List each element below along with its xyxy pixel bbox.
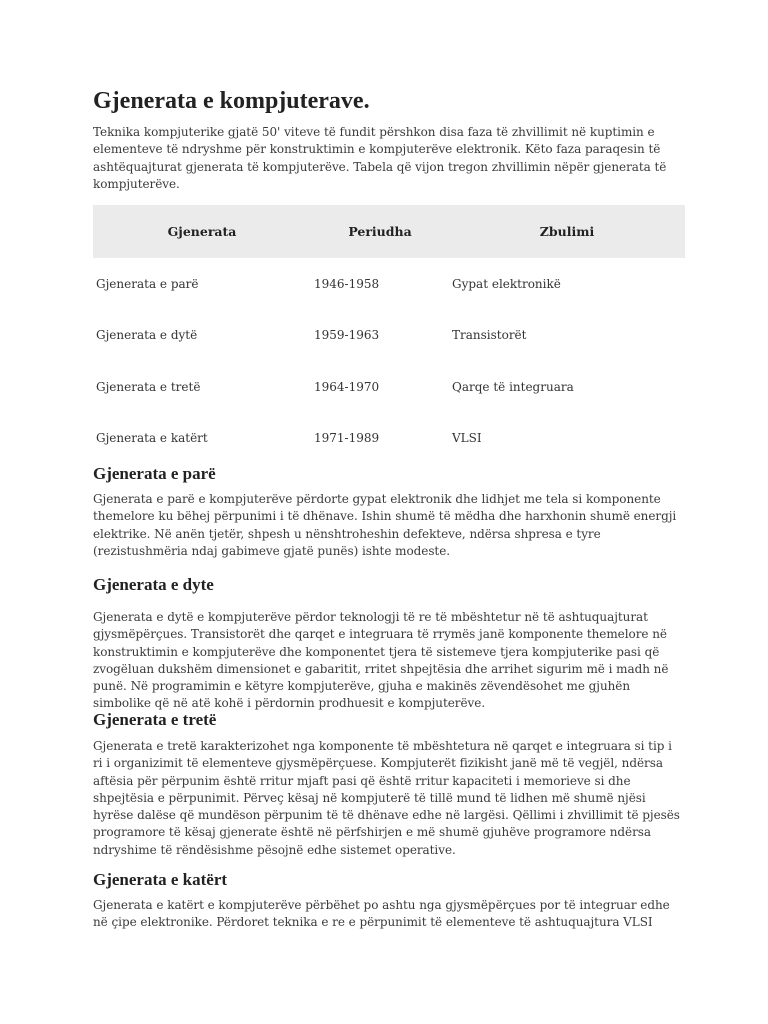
section-text-fourth-generation: Gjenerata e katërt e kompjuterëve përbëhet po ashtu nga gjysmëpërçues por të integruar edhe në çipe elektronike. Përdoret teknika e re e përpunimit të elementeve të ashtuquajtura VLSI — [93, 898, 670, 930]
table-cell-period: 1964-1970 — [314, 379, 380, 394]
table-header-row — [93, 205, 685, 258]
table-cell-discovery: Qarqe të integruara — [452, 379, 574, 394]
header-period: Periudha — [348, 224, 412, 239]
table-row — [93, 413, 685, 465]
table-row — [93, 258, 685, 310]
section-heading-third-generation: Gjenerata e tretë — [93, 710, 217, 729]
table-row — [93, 361, 685, 413]
table-cell-generation: Gjenerata e parë — [96, 276, 199, 291]
section-text-third-generation: Gjenerata e tretë karakterizohet nga komponente të mbështetura në qarqet e integruara si tip i ri i organizimit të elementeve gjysmëpërçuese. Kompjuterët fizikisht janë më të vegjël, ndërsa aftësia për përpunim është rritur mjaft pasi që është rritur kapaciteti i memorieve si dhe shpejtësia e përpunimit. Përveç kësaj në kompjuterë të tillë mund të lidhen më shumë njësi hyrëse dalëse që mundëson përpunim të të dhënave edhe në largësi. Qëllimi i zhvillimit të pjesës programore të kësaj gjenerate është në përfshirjen e më shumë gjuhëve programore ndërsa ndryshime të rëndësishme pësojnë edhe sistemet operative. — [93, 739, 680, 857]
table-cell-discovery: VLSI — [452, 431, 482, 446]
table-cell-period: 1971-1989 — [314, 431, 380, 446]
table-cell-discovery: Transistorët — [452, 328, 527, 343]
table-cell-generation: Gjenerata e dytë — [96, 328, 198, 343]
header-generation: Gjenerata — [167, 224, 237, 239]
section-heading-fourth-generation: Gjenerata e katërt — [93, 870, 228, 889]
header-discovery: Zbulimi — [539, 224, 595, 239]
table-cell-period: 1959-1963 — [314, 328, 380, 343]
table-cell-generation: Gjenerata e katërt — [96, 431, 208, 446]
table-cell-generation: Gjenerata e tretë — [96, 379, 201, 394]
table-cell-period: 1946-1958 — [314, 276, 380, 291]
page-title: Gjenerata e kompjuterave. — [93, 88, 370, 114]
generations-table — [93, 205, 685, 464]
table-row — [93, 310, 685, 362]
intro-paragraph: Teknika kompjuterike gjatë 50' viteve të fundit përshkon disa faza të zhvillimit në kuptimin e elementeve të ndryshme për konstruktimin e kompjuterëve elektronik. Këto faza paraqesin të ashtëquajturat gjenerata të kompjuterëve. Tabela që vijon tregon zhvillimin nëpër gjenerata të kompjuterëve. — [93, 125, 667, 191]
table-cell-discovery: Gypat elektronikë — [452, 276, 561, 291]
section-text-first-generation: Gjenerata e parë e kompjuterëve përdorte gypat elektronik dhe lidhjet me tela si komponente themelore ku bëhej përpunimi i të dhënave. Ishin shumë të mëdha dhe harxhonin shumë energji elektrike. Në anën tjetër, shpesh u nënshtroheshin defekteve, ndërsa shpresa e tyre (rezistushmëria ndaj gabimeve gjatë punës) ishte modeste. — [93, 492, 677, 558]
section-heading-second-generation: Gjenerata e dyte — [93, 575, 214, 594]
section-text-second-generation: Gjenerata e dytë e kompjuterëve përdor teknologji të re të mbështetur në të ashtuquajturat gjysmëpërçues. Transistorët dhe qarqet e integruara të rrymës janë komponente themelore në konstruktimin e kompjuterëve dhe komponentet tjera të sistemeve tjera kompjuterike pasi që zvogëluan dukshëm dimensionet e gabaritit, rritet shpejtësia dhe arrihet sigurim më i madh në punë. Në programimin e këtyre kompjuterëve, gjuha e makinës zëvendësohet me gjuhën simbolike që në atë kohë i përdornin prodhuesit e kompjuterëve. — [93, 610, 669, 711]
section-heading-first-generation: Gjenerata e parë — [93, 464, 216, 483]
